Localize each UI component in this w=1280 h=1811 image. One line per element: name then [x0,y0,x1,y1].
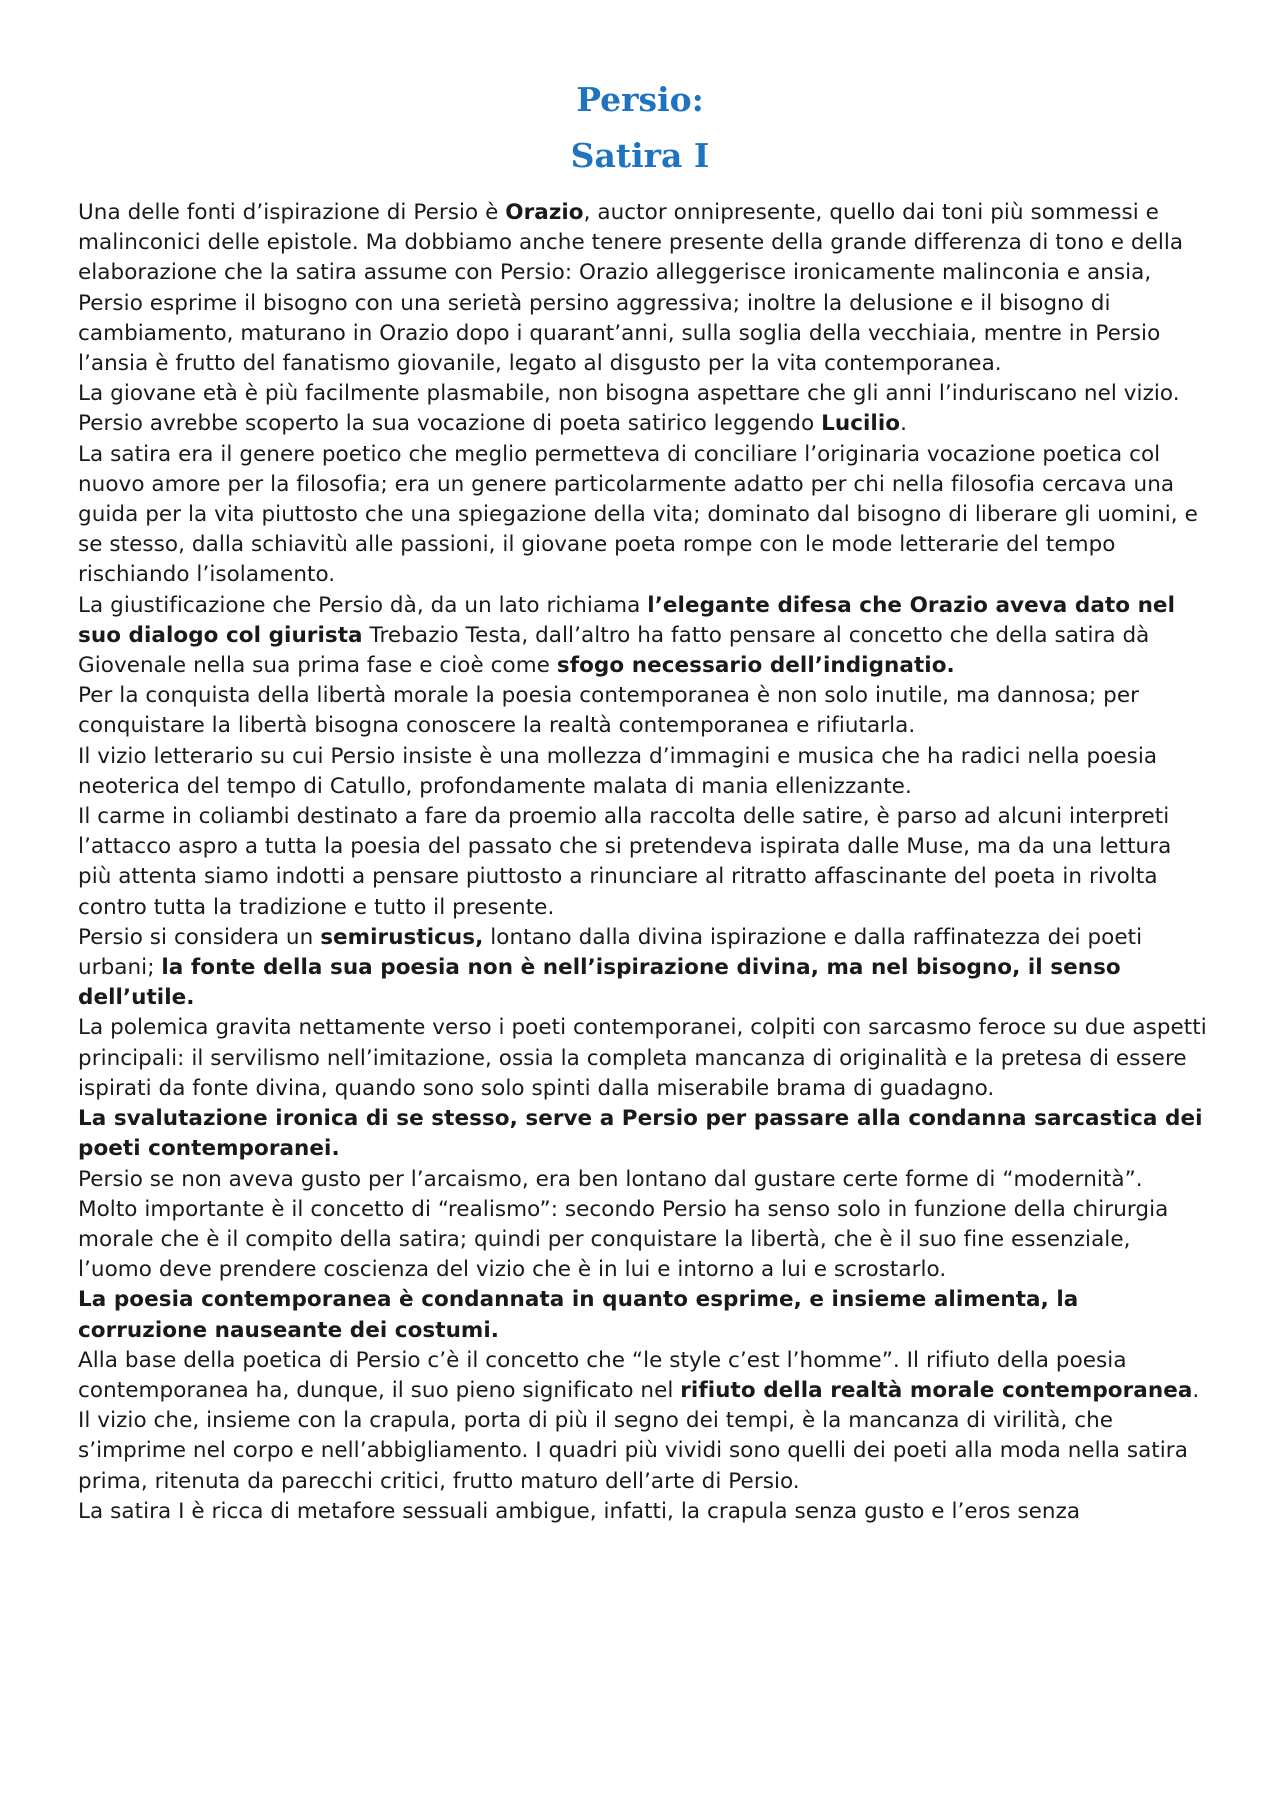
text-run: , auctor onnipresente, quello dai toni più sommessi e malinconici delle epistole. Ma dobbiamo anche tenere presente della grande differenza di tono e della elaborazione che la satira assume con Persio: Orazio alleggerisce ironicamente malinconia e ansia, Persio esprime il bisogno con una serietà persino aggressiva; inoltre la delusione e il bisogno di cambiamento, maturano in Orazio dopo i quarant’anni, sulla soglia della vecchiaia, mentre in Persio l’ansia è frutto del fanatismo giovanile, legato al disgusto per la vita contemporanea. [78,200,1184,377]
paragraph [78,1165,1208,1195]
bold-text-run: Lucilio [821,411,901,437]
bold-text-run: semirusticus, [320,924,484,950]
text-run: Persio si considera un [78,924,321,950]
bold-text-run: La poesia contemporanea è condannata in quanto esprime, e insieme alimenta, la corruzione nauseante dei costumi. [78,1287,1079,1343]
text-run: Per la conquista della libertà morale la poesia contemporanea è non solo inutile, ma dannosa; per conquistare la libertà bisogna conoscere la realtà contemporanea e rifiutarla. [78,683,1140,739]
paragraph [78,379,1208,409]
paragraph [78,1406,1208,1497]
text-run: Il carme in coliambi destinato a fare da proemio alla raccolta delle satire, è parso ad alcuni interpreti l’attacco aspro a tutta la poesia del passato che si pretendeva ispirata dalle Muse, ma da una lettura più attenta siamo indotti a pensare piuttosto a rinunciare al ritratto affascinante del poeta in rivolta contro tutta la tradizione e tutto il presente. [78,804,1172,920]
paragraph [78,1346,1208,1406]
text-run: La satira era il genere poetico che meglio permetteva di conciliare l’originaria vocazione poetica col nuovo amore per la filosofia; era un genere particolarmente adatto per chi nella filosofia cercava una guida per la vita piuttosto che una spiegazione della vita; dominato dal bisogno di liberare gli uomini, e se stesso, dalla schiavitù alle passioni, il giovane poeta rompe con le mode letterarie del tempo rischiando l’isolamento. [78,441,1198,588]
bold-text-run: la fonte della sua poesia non è nell’ispirazione divina, ma nel bisogno, il senso dell’utile. [78,955,1121,1011]
bold-text-run: La svalutazione ironica di se stesso, serve a Persio per passare alla condanna sarcastica dei poeti contemporanei. [78,1106,1203,1162]
paragraph [78,1195,1208,1286]
document-title-line-1: Persio: [576,80,704,119]
text-run: Persio se non aveva gusto per l’arcaismo, era ben lontano dal gustare certe forme di “modernità”. [78,1166,1143,1192]
text-run: . [1192,1377,1200,1403]
paragraph [78,409,1208,439]
paragraph [78,591,1208,682]
paragraph [78,1104,1208,1164]
paragraph [78,1497,1208,1527]
paragraph [78,681,1208,741]
text-run: Alla base della poetica di Persio c’è il concetto che “le style c’est l’homme”. Il rifiuto della poesia contemporanea ha, dunque, il suo pieno significato nel [78,1347,1127,1403]
paragraph [78,440,1208,591]
paragraph [78,802,1208,923]
text-run: . [900,411,907,437]
text-run: La giovane età è più facilmente plasmabile, non bisogna aspettare che gli anni l’induriscano nel vizio. [78,381,1180,407]
paragraph [78,742,1208,802]
paragraph [78,1285,1208,1345]
paragraph [78,198,1208,379]
paragraph [78,1013,1208,1104]
text-run: La polemica gravita nettamente verso i poeti contemporanei, colpiti con sarcasmo feroce su due aspetti principali: il servilismo nell’imitazione, ossia la completa mancanza di originalità e la pretesa di essere ispirati da fonte divina, quando sono solo spinti dalla miserabile brama di guadagno. [78,1015,1207,1101]
bold-text-run: Orazio [505,200,584,225]
text-run: Una delle fonti d’ispirazione di Persio è [78,200,506,225]
paragraph [78,923,1208,1014]
document-title-line-2: Satira I [570,136,710,175]
bold-text-run: rifiuto della realtà morale contemporanea [680,1377,1193,1403]
document-body [78,198,1208,1527]
bold-text-run: sfogo necessario dell’indignatio. [556,653,955,679]
text-run: Il vizio letterario su cui Persio insiste è una mollezza d’immagini e musica che ha radici nella poesia neoterica del tempo di Catullo, profondamente malata di mania ellenizzante. [78,743,1158,799]
text-run: Trebazio Testa, dall’altro ha fatto pensare al concetto che della satira dà Giovenale nella sua prima fase e cioè come [78,622,1150,679]
text-run: Persio avrebbe scoperto la sua vocazione di poeta satirico leggendo [78,411,822,437]
text-run: lontano dalla divina ispirazione e dalla raffinatezza dei poeti urbani; [78,924,1143,981]
text-run: Molto importante è il concetto di “realismo”: secondo Persio ha senso solo in funzione della chirurgia morale che è il compito della satira; quindi per conquistare la libertà, che è il suo fine essenziale, l’uomo deve prendere coscienza del vizio che è in lui e intorno a lui e scrostarlo. [78,1196,1169,1283]
text-run: La giustificazione che Persio dà, da un lato richiama [78,592,648,618]
text-run: La satira I è ricca di metafore sessuali ambigue, infatti, la crapula senza gusto e l’eros senza [78,1498,1081,1524]
text-run: Il vizio che, insieme con la crapula, porta di più il segno dei tempi, è la mancanza di virilità, che s’imprime nel corpo e nell’abbigliamento. I quadri più vividi sono quelli dei poeti alla moda nella satira prima, ritenuta da parecchi critici, frutto maturo dell’arte di Persio. [78,1408,1188,1494]
bold-text-run: l’elegante difesa che Orazio aveva dato nel suo dialogo col giurista [78,592,1175,648]
